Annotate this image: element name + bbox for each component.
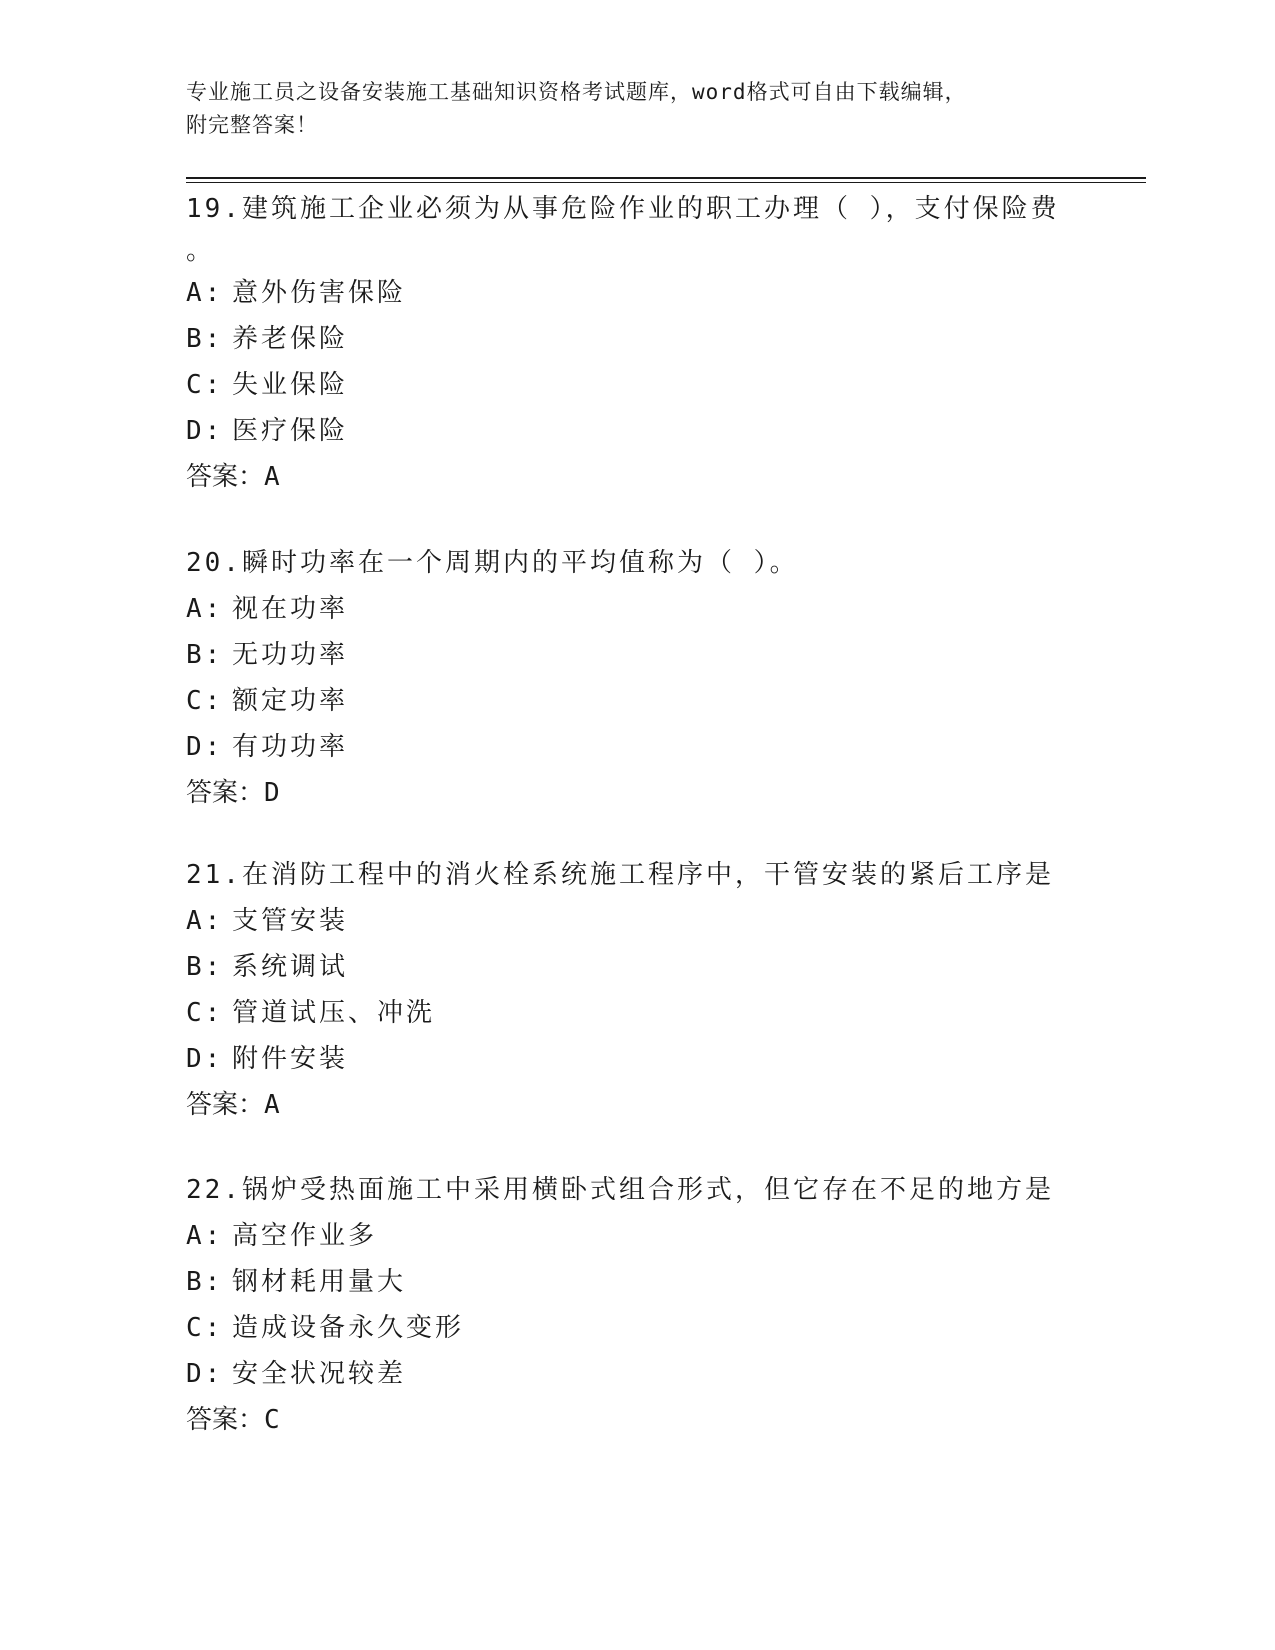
header-line-2: 附完整答案！ [186,113,318,137]
option-text: 安全状况较差 [232,1359,407,1389]
option-text: 有功功率 [232,732,349,762]
option-key: D: [186,732,224,762]
header-divider-thin [186,182,1146,183]
option-key: A: [186,594,224,624]
answer-line [186,1397,1086,1443]
option-text: 高空作业多 [232,1221,378,1251]
question-22 [186,1167,1086,1443]
question-19 [186,186,1086,500]
answer-label: 答案： [186,778,265,808]
option-d [186,1036,1086,1082]
option-text: 支管安装 [232,906,349,936]
option-text: 视在功率 [232,594,349,624]
answer-line [186,1082,1086,1128]
option-d [186,1351,1086,1397]
answer-label: 答案： [186,462,265,492]
option-a [186,898,1086,944]
answer-value: A [264,462,280,492]
option-key: C: [186,1313,224,1343]
answer-line [186,770,1086,816]
option-c [186,990,1086,1036]
option-text: 造成设备永久变形 [232,1313,465,1343]
option-key: B: [186,952,224,982]
option-key: A: [186,278,224,308]
option-key: D: [186,416,224,446]
answer-value: C [264,1405,280,1435]
option-key: C: [186,370,224,400]
option-b [186,632,1086,678]
option-b [186,944,1086,990]
question-20 [186,540,1086,816]
option-text: 医疗保险 [232,416,349,446]
answer-value: D [264,778,280,808]
answer-label: 答案： [186,1405,265,1435]
option-key: D: [186,1044,224,1074]
option-key: C: [186,686,224,716]
option-c [186,678,1086,724]
answer-label: 答案： [186,1090,265,1120]
option-text: 钢材耗用量大 [232,1267,407,1297]
question-stem: 21.在消防工程中的消火栓系统施工程序中，干管安装的紧后工序是 [186,860,1054,890]
question-21 [186,852,1086,1128]
option-key: B: [186,324,224,354]
answer-value: A [264,1090,280,1120]
option-text: 附件安装 [232,1044,349,1074]
option-b [186,316,1086,362]
option-key: B: [186,1267,224,1297]
option-a [186,586,1086,632]
option-text: 失业保险 [232,370,349,400]
option-key: A: [186,906,224,936]
option-c [186,362,1086,408]
option-text: 无功功率 [232,640,349,670]
option-c [186,1305,1086,1351]
option-text: 意外伤害保险 [232,278,407,308]
option-text: 系统调试 [232,952,349,982]
option-key: D: [186,1359,224,1389]
header-line-1: 专业施工员之设备安装施工基础知识资格考试题库，word格式可自由下载编辑， [186,80,967,104]
option-text: 养老保险 [232,324,349,354]
question-stem: 22.锅炉受热面施工中采用横卧式组合形式，但它存在不足的地方是 [186,1175,1054,1205]
option-d [186,724,1086,770]
header-divider-thick [186,177,1146,179]
question-stem-continuation: 。 [186,236,216,266]
document-header [186,76,1086,142]
option-a [186,270,1086,316]
answer-line [186,454,1086,500]
option-text: 额定功率 [232,686,349,716]
option-key: C: [186,998,224,1028]
question-stem: 19.建筑施工企业必须为从事危险作业的职工办理（ ），支付保险费 [186,194,1060,224]
option-a [186,1213,1086,1259]
option-key: B: [186,640,224,670]
option-key: A: [186,1221,224,1251]
option-text: 管道试压、冲洗 [232,998,436,1028]
option-d [186,408,1086,454]
option-b [186,1259,1086,1305]
question-stem: 20.瞬时功率在一个周期内的平均值称为（ ）。 [186,548,799,578]
